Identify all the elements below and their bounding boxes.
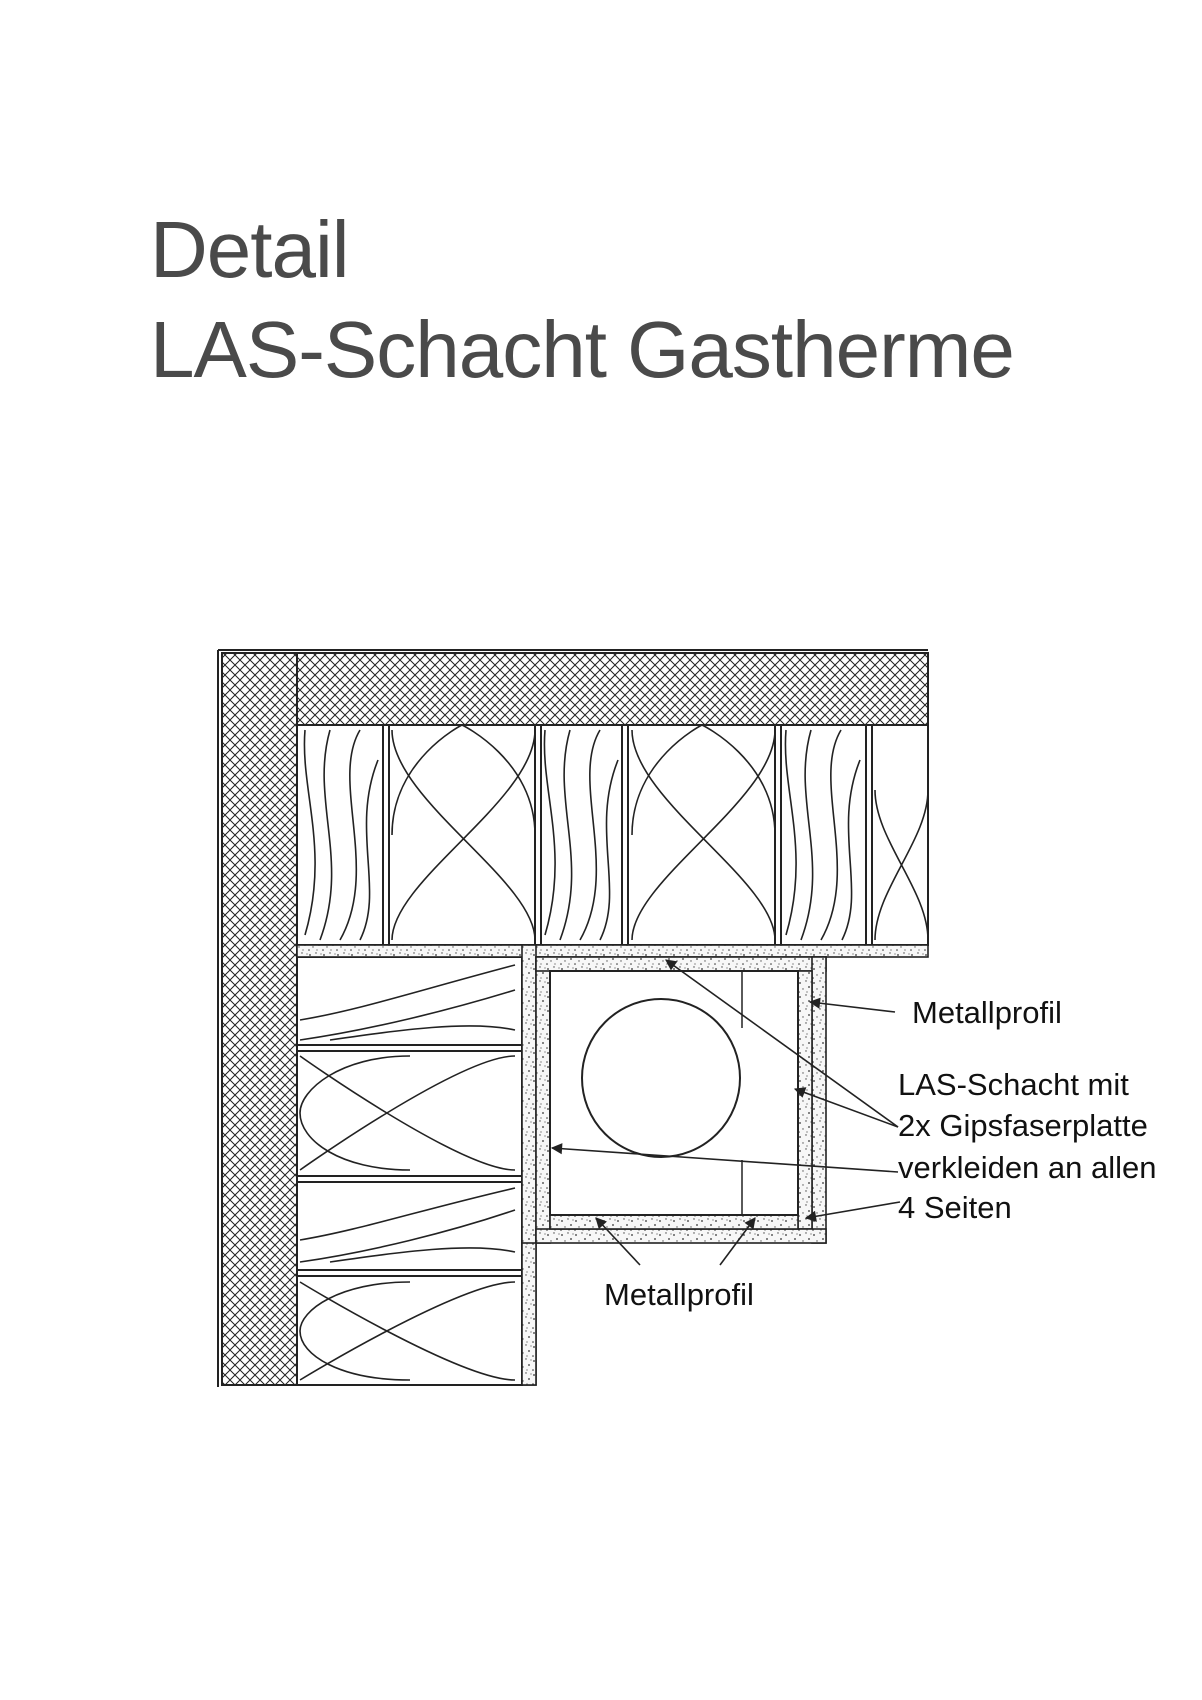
title-detail: Detail — [150, 205, 349, 294]
las-shaft — [550, 971, 798, 1215]
left-insulation-column — [297, 957, 522, 1385]
label-shaft-note-2: 2x Gipsfaserplatte — [898, 1108, 1148, 1143]
label-shaft-note-4: 4 Seiten — [898, 1190, 1012, 1225]
title-las-schacht-gastherme: LAS-Schacht Gastherme — [150, 305, 1014, 394]
label-metallprofil-right: Metallprofil — [912, 995, 1062, 1030]
label-shaft-note-3: verkleiden an allen — [898, 1150, 1157, 1185]
label-metallprofil-bottom: Metallprofil — [604, 1277, 754, 1312]
label-shaft-note-1: LAS-Schacht mit — [898, 1067, 1129, 1102]
flue-pipe-icon — [582, 999, 740, 1157]
